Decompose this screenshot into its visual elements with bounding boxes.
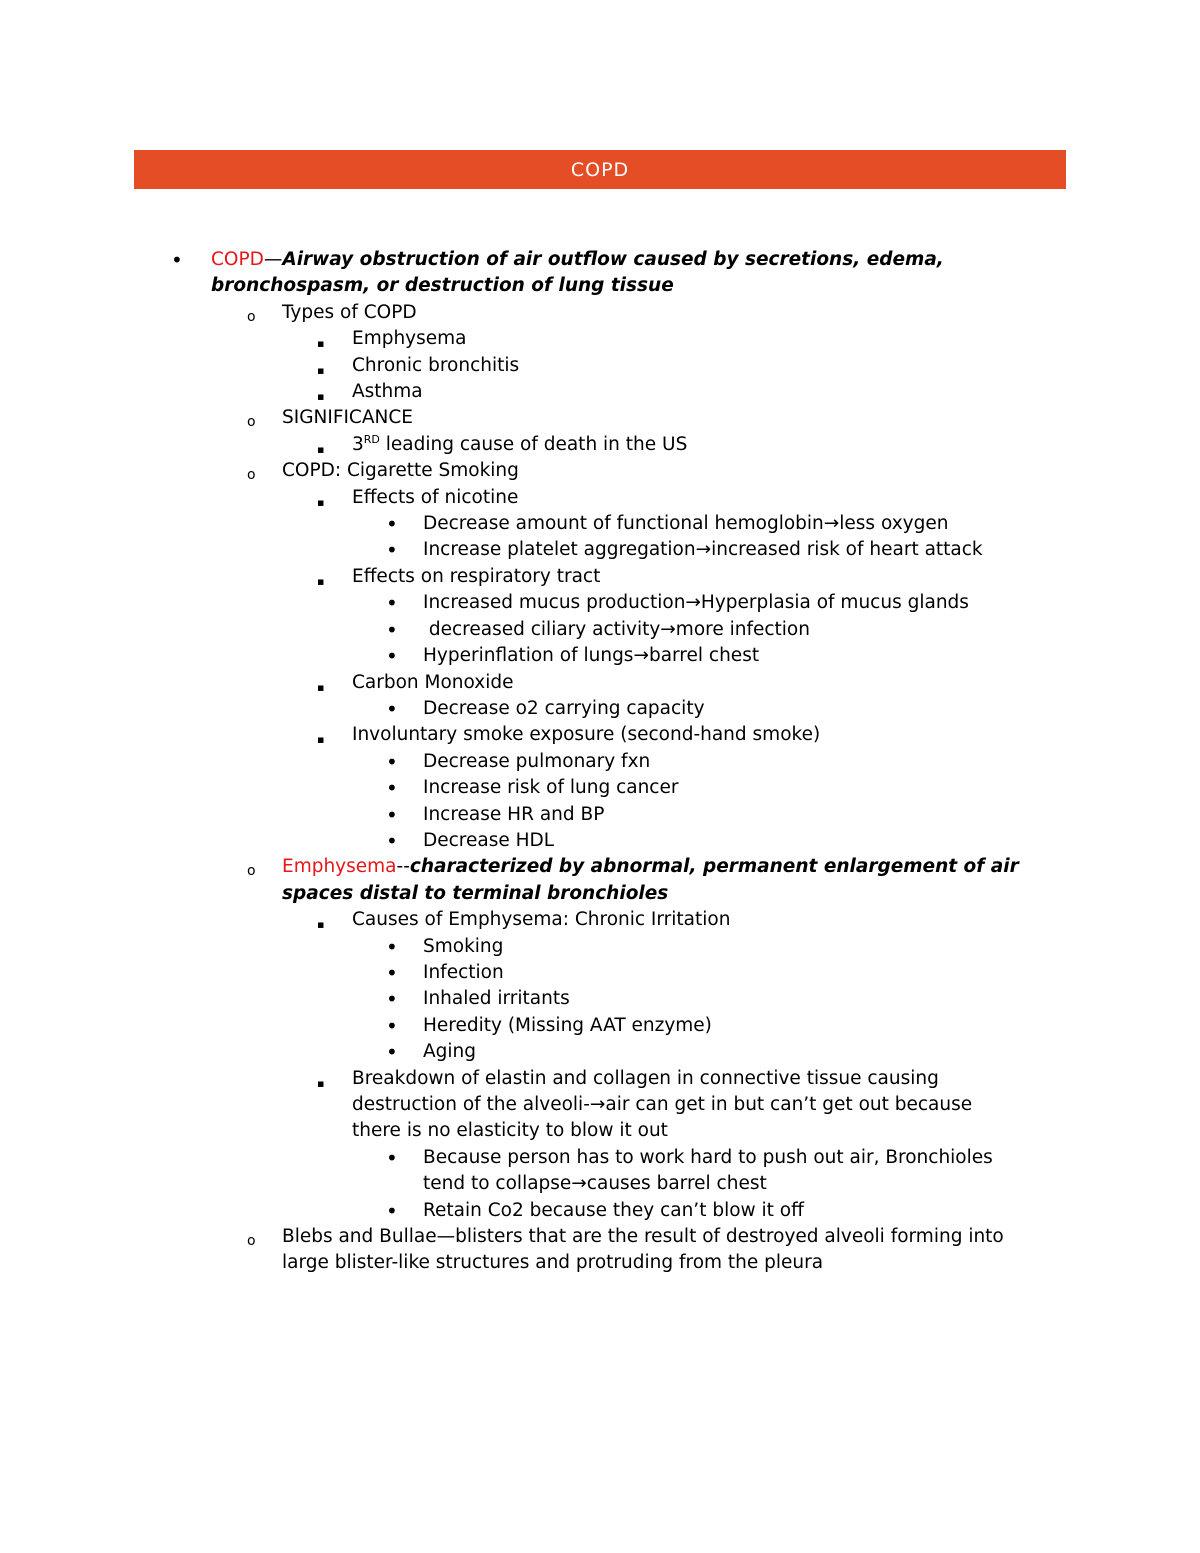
- invol-heading-item: [0, 722, 1052, 748]
- co-heading-item: [0, 670, 1052, 696]
- co-heading: Carbon Monoxide: [352, 671, 514, 693]
- bullet-disc-icon: •: [386, 644, 398, 669]
- types-heading: Types of COPD: [282, 301, 417, 323]
- significance-heading: SIGNIFICANCE: [282, 407, 413, 429]
- nicotine-effect: Increase platelet aggregation→increased risk of heart attack: [423, 539, 983, 561]
- bullet-circle-icon: o: [247, 414, 256, 431]
- nicotine-heading: Effects of nicotine: [352, 486, 519, 508]
- emphysema-definition-item: [0, 854, 1042, 907]
- invol-effect: Increase HR and BP: [423, 803, 605, 825]
- section-title: COPD: [570, 158, 630, 181]
- list-item: [0, 934, 1053, 960]
- resp-effect: Hyperinflation of lungs→barrel chest: [423, 645, 760, 667]
- cause-label: Infection: [423, 961, 504, 983]
- nicotine-effect: Decrease amount of functional hemoglobin→less oxygen: [423, 513, 949, 535]
- section-title-banner: [134, 150, 1066, 189]
- bullet-circle-icon: o: [247, 308, 256, 325]
- breakdown-item: [0, 1066, 1022, 1145]
- bullet-disc-icon: •: [386, 934, 398, 959]
- list-item: [0, 590, 1053, 616]
- smoking-heading-item: [0, 458, 1052, 484]
- bullet-square-icon: ▪: [317, 733, 325, 747]
- list-item: [0, 775, 1053, 801]
- list-item: [0, 986, 1053, 1012]
- causes-heading: Causes of Emphysema: Chronic Irritation: [352, 909, 731, 931]
- list-item: [0, 1039, 1053, 1065]
- significance-text: leading cause of death in the US: [379, 433, 688, 455]
- emphysema-term: Emphysema: [282, 856, 397, 878]
- significance-number: 3: [352, 433, 364, 455]
- causes-heading-item: [0, 907, 1052, 933]
- bullet-disc-icon: •: [386, 538, 398, 563]
- bullet-disc-icon: •: [171, 248, 183, 272]
- bullet-disc-icon: •: [386, 696, 398, 721]
- bullet-disc-icon: •: [386, 802, 398, 827]
- bullet-disc-icon: •: [386, 1145, 398, 1170]
- bullet-disc-icon: •: [386, 617, 398, 642]
- type-label: Chronic bronchitis: [352, 354, 520, 376]
- resp-heading: Effects on respiratory tract: [352, 565, 601, 587]
- blebs-text: Blebs and Bullae—blisters that are the result of destroyed alveoli forming into large blister-like structures and protruding from the pleura: [282, 1226, 1004, 1274]
- significance-heading-item: [0, 405, 1052, 431]
- bullet-disc-icon: •: [386, 512, 398, 537]
- bullet-disc-icon: •: [386, 591, 398, 616]
- bullet-disc-icon: •: [386, 1040, 398, 1065]
- bullet-square-icon: ▪: [317, 574, 325, 588]
- smoking-heading: COPD: Cigarette Smoking: [282, 460, 519, 482]
- bullet-square-icon: ▪: [317, 390, 325, 404]
- type-label: Emphysema: [352, 328, 467, 350]
- bullet-circle-icon: o: [247, 863, 256, 880]
- breakdown-effect: Retain Co2 because they can’t blow it off: [423, 1199, 804, 1221]
- significance-superscript: RD: [363, 432, 380, 446]
- breakdown-text: Breakdown of elastin and collagen in connective tissue causing destruction of the alveoli-→air can get in but can’t get out because there is no elasticity to blow it out: [352, 1067, 973, 1142]
- list-item: [0, 1013, 1053, 1039]
- copd-definition: Airway obstruction of air outflow caused by secretions, edema, bronchospasm, or destruction of lung tissue: [211, 249, 944, 297]
- emphysema-definition: characterized by abnormal, permanent enlargement of air spaces distal to terminal bronchioles: [282, 856, 1019, 904]
- resp-effect: decreased ciliary activity→more infection: [423, 618, 810, 640]
- cause-label: Inhaled irritants: [423, 988, 570, 1010]
- list-item: [0, 828, 1053, 854]
- nicotine-heading-item: [0, 485, 1052, 511]
- co-effect: Decrease o2 carrying capacity: [423, 697, 705, 719]
- bullet-square-icon: ▪: [317, 680, 325, 694]
- bullet-disc-icon: •: [386, 1013, 398, 1038]
- list-item: [0, 379, 1052, 405]
- breakdown-effect: Because person has to work hard to push out air, Bronchioles tend to collapse→causes barrel chest: [423, 1146, 993, 1195]
- bullet-circle-icon: o: [247, 1233, 256, 1250]
- bullet-square-icon: ▪: [317, 337, 325, 351]
- type-label: Asthma: [352, 381, 423, 403]
- copd-dash: —: [263, 249, 283, 270]
- invol-effect: Decrease pulmonary fxn: [423, 750, 651, 772]
- list-item: [0, 326, 1052, 352]
- list-item: [0, 960, 1053, 986]
- list-item: [0, 1198, 1053, 1224]
- copd-term: COPD: [211, 249, 264, 270]
- bullet-square-icon: ▪: [317, 1076, 325, 1090]
- list-item: [0, 617, 1053, 643]
- emphysema-dash: --: [396, 856, 410, 878]
- document-body: [0, 247, 1200, 1277]
- copd-definition-item: [0, 247, 1011, 300]
- resp-heading-item: [0, 564, 1052, 590]
- list-item: [0, 353, 1052, 379]
- bullet-square-icon: ▪: [317, 918, 325, 932]
- list-item: [0, 511, 1053, 537]
- cause-label: Smoking: [423, 935, 504, 957]
- list-item: [0, 643, 1053, 669]
- bullet-square-icon: ▪: [317, 442, 325, 456]
- bullet-circle-icon: o: [247, 467, 256, 484]
- list-item: [0, 432, 1052, 458]
- types-heading-item: [0, 300, 1052, 326]
- list-item: [0, 537, 1053, 563]
- blebs-item: [0, 1224, 1052, 1277]
- invol-effect: Increase risk of lung cancer: [423, 777, 679, 799]
- bullet-disc-icon: •: [386, 960, 398, 985]
- list-item: [0, 696, 1053, 722]
- bullet-square-icon: ▪: [317, 495, 325, 509]
- list-item: [0, 1145, 1033, 1198]
- list-item: [0, 802, 1053, 828]
- bullet-square-icon: ▪: [317, 363, 325, 377]
- invol-heading: Involuntary smoke exposure (second-hand smoke): [352, 724, 821, 746]
- bullet-disc-icon: •: [386, 749, 398, 774]
- invol-effect: Decrease HDL: [423, 829, 555, 851]
- bullet-disc-icon: •: [386, 1198, 398, 1223]
- bullet-disc-icon: •: [386, 987, 398, 1012]
- bullet-disc-icon: •: [386, 776, 398, 801]
- list-item: [0, 749, 1053, 775]
- cause-label: Heredity (Missing AAT enzyme): [423, 1014, 712, 1036]
- resp-effect: Increased mucus production→Hyperplasia of mucus glands: [423, 592, 969, 614]
- cause-label: Aging: [423, 1041, 477, 1063]
- bullet-disc-icon: •: [386, 828, 398, 853]
